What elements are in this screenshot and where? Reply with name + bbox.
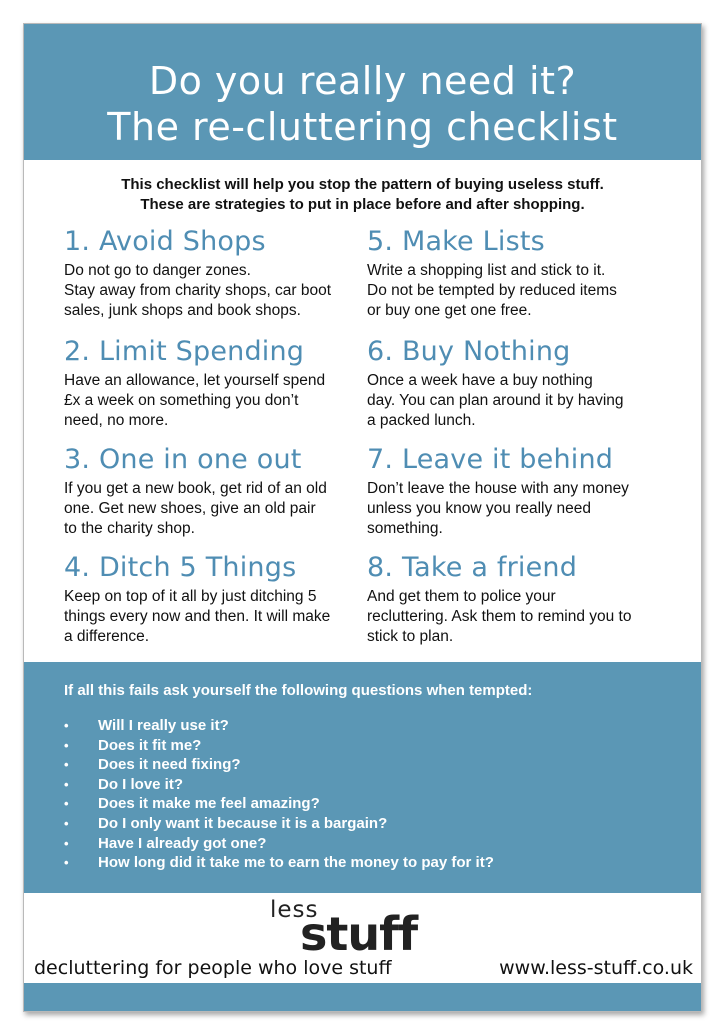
logo-stuff-text: stuff — [300, 907, 418, 961]
questions-list — [64, 716, 494, 873]
tip-line: things every now and then. It will make — [64, 608, 331, 625]
tip-line: Once a week have a buy nothing — [367, 372, 593, 389]
tip-heading: 6. Buy Nothing — [367, 336, 571, 367]
tip-avoid-shops — [64, 225, 364, 321]
question-text: Do I love it? — [98, 775, 184, 793]
bullet-icon: • — [64, 796, 69, 812]
tip-line: If you get a new book, get rid of an old — [64, 480, 327, 497]
tip-heading: 4. Ditch 5 Things — [64, 552, 297, 583]
tip-line: Do not be tempted by reduced items — [367, 282, 617, 299]
tip-buy-nothing — [367, 335, 667, 431]
tip-line: need, no more. — [64, 412, 169, 429]
tip-line: to the charity shop. — [64, 520, 195, 537]
tip-body — [64, 479, 364, 539]
tip-heading: 2. Limit Spending — [64, 336, 305, 367]
tip-line: Write a shopping list and stick to it. — [367, 262, 606, 279]
tip-heading: 5. Make Lists — [367, 226, 545, 257]
intro-text — [24, 175, 701, 215]
question-item — [64, 834, 494, 854]
tip-body — [367, 479, 667, 539]
logo-less-text: less — [270, 897, 319, 923]
bullet-icon: • — [64, 718, 69, 733]
tip-line: Do not go to danger zones. — [64, 262, 251, 279]
tip-make-lists — [367, 225, 667, 321]
question-text: Do I only want it because it is a bargain? — [98, 814, 388, 832]
tip-line: recluttering. Ask them to remind you to — [367, 608, 632, 625]
tip-take-a-friend — [367, 551, 667, 647]
bullet-icon: • — [64, 776, 69, 792]
questions-lead: If all this fails ask yourself the following questions when tempted: — [64, 682, 533, 699]
bullet-icon: • — [64, 757, 69, 773]
tip-heading: 8. Take a friend — [367, 552, 578, 583]
question-item — [64, 716, 494, 736]
question-text: Have I already got one? — [98, 834, 267, 852]
question-item — [64, 794, 494, 814]
tip-line: Stay away from charity shops, car boot — [64, 282, 332, 299]
bullet-icon: • — [64, 855, 69, 871]
header-banner — [24, 24, 701, 160]
tip-body — [64, 587, 364, 647]
question-item — [64, 736, 494, 756]
tagline: decluttering for people who love stuff — [34, 957, 392, 979]
questions-panel — [24, 662, 701, 893]
tip-line: stick to plan. — [367, 628, 454, 645]
tip-line: something. — [367, 520, 443, 537]
tip-line: day. You can plan around it by having — [367, 392, 624, 409]
tip-body — [367, 261, 667, 321]
tip-body — [64, 371, 364, 431]
bullet-icon: • — [64, 737, 69, 753]
bullet-icon: • — [64, 835, 69, 851]
question-text: Will I really use it? — [98, 717, 229, 734]
question-item — [64, 775, 494, 795]
tip-one-in-one-out — [64, 443, 364, 539]
question-text: How long did it take me to earn the money to pay for it? — [98, 854, 494, 872]
less-stuff-logo — [264, 897, 464, 961]
intro-line-1: This checklist will help you stop the pattern of buying useless stuff. — [121, 176, 604, 193]
title-line-2: The re-cluttering checklist — [107, 105, 618, 149]
tip-line: Keep on top of it all by just ditching 5 — [64, 588, 317, 605]
intro-line-2: These are strategies to put in place before and after shopping. — [140, 196, 585, 213]
website-link[interactable]: www.less-stuff.co.uk — [499, 957, 693, 979]
checklist-poster — [23, 23, 702, 1012]
question-item — [64, 853, 494, 873]
tip-line: a difference. — [64, 628, 150, 645]
tip-ditch-5-things — [64, 551, 364, 647]
tip-line: Have an allowance, let yourself spend — [64, 372, 326, 389]
tip-line: And get them to police your — [367, 588, 556, 605]
footer — [24, 893, 701, 983]
tip-heading: 3. One in one out — [64, 444, 302, 475]
tip-body — [64, 261, 364, 321]
question-text: Does it make me feel amazing? — [98, 795, 320, 813]
tip-heading: 1. Avoid Shops — [64, 226, 266, 257]
tip-line: one. Get new shoes, give an old pair — [64, 500, 316, 517]
tip-body — [367, 371, 667, 431]
tip-line: Don’t leave the house with any money — [367, 480, 629, 497]
tip-heading: 7. Leave it behind — [367, 444, 614, 475]
title-line-1: Do you really need it? — [148, 59, 577, 103]
question-item — [64, 755, 494, 775]
tip-line: sales, junk shops and book shops. — [64, 302, 301, 319]
question-item — [64, 814, 494, 834]
bullet-icon: • — [64, 815, 69, 831]
tip-line: a packed lunch. — [367, 412, 476, 429]
tip-limit-spending — [64, 335, 364, 431]
bottom-bar — [24, 983, 701, 1011]
tip-body — [367, 587, 667, 647]
tip-leave-it-behind — [367, 443, 667, 539]
question-text: Does it need fixing? — [98, 756, 241, 774]
tip-line: £x a week on something you don’t — [64, 392, 299, 409]
question-text: Does it fit me? — [98, 736, 202, 754]
tip-line: or buy one get one free. — [367, 302, 532, 319]
tip-line: unless you know you really need — [367, 500, 592, 517]
